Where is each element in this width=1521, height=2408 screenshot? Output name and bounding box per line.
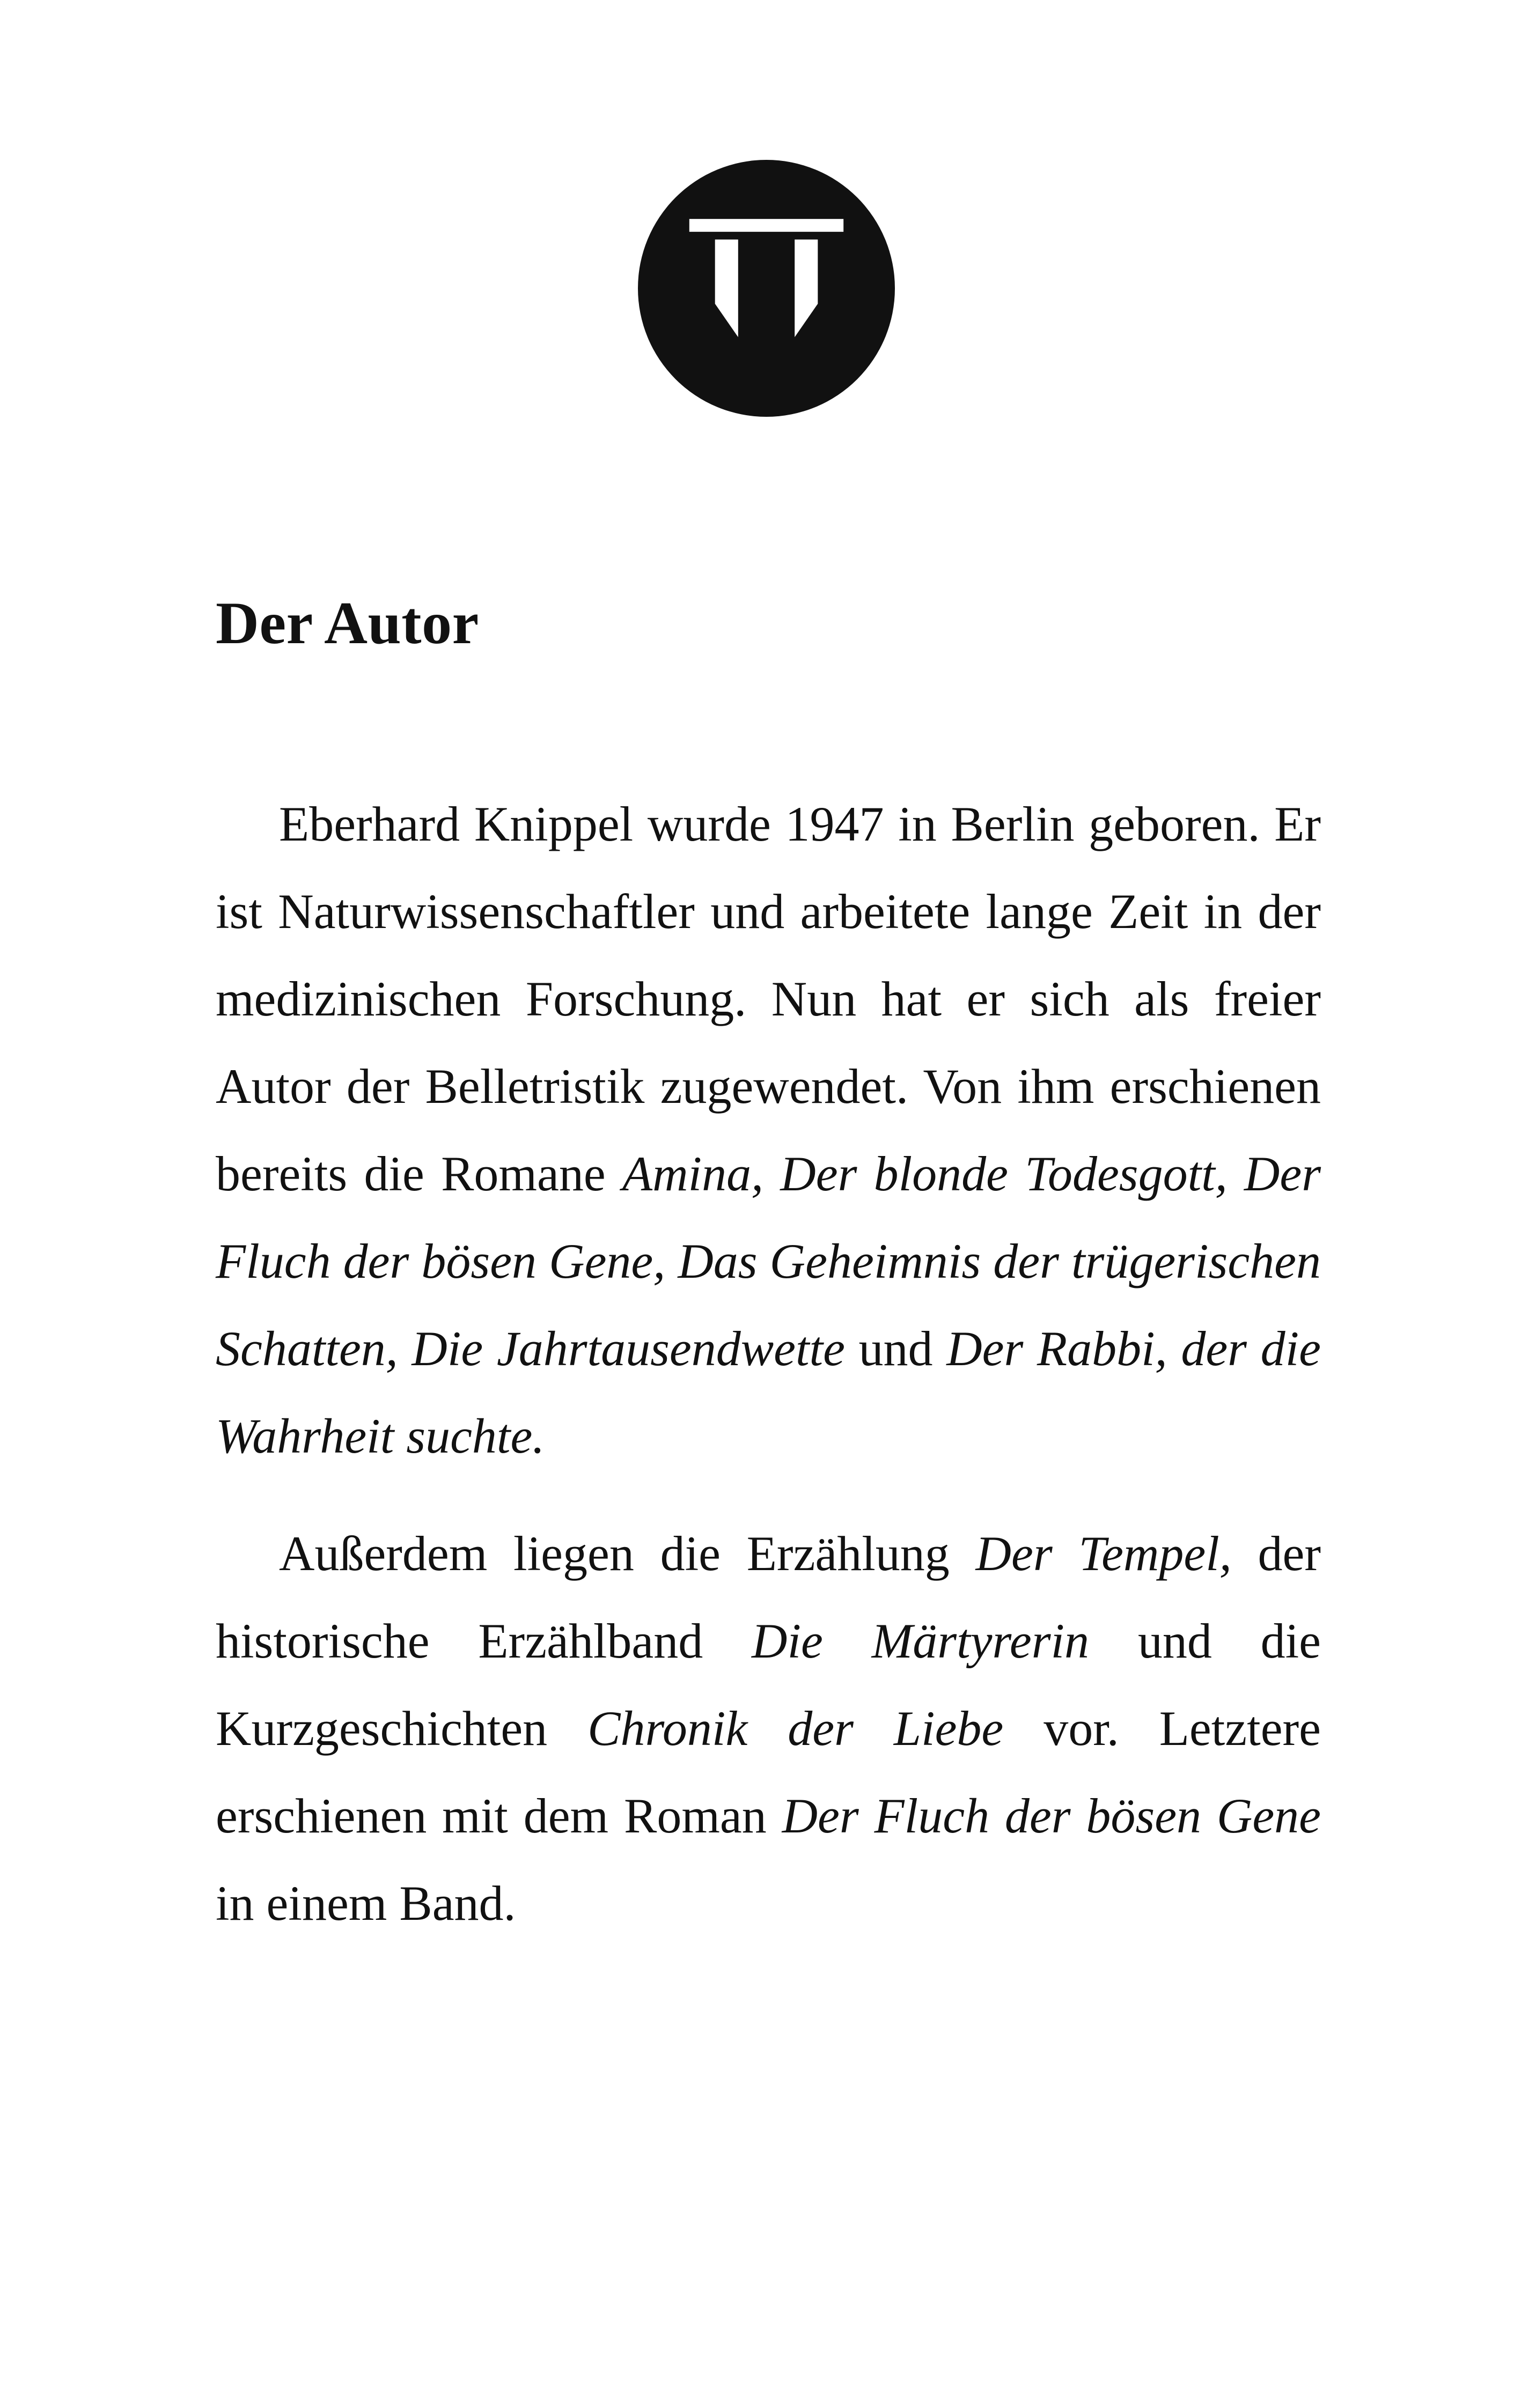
- bio-text: vor. Letztere erschienen mit dem Roman: [216, 1701, 1321, 1843]
- book-title: Der Tempel,: [975, 1526, 1232, 1581]
- logo-top-bar: [689, 219, 843, 232]
- book-title: Die Märtyrerin: [752, 1614, 1090, 1668]
- bio-text: und: [844, 1321, 947, 1376]
- book-title: Der Fluch der bösen Gene: [782, 1788, 1321, 1843]
- book-title: Chronik der Liebe: [587, 1701, 1004, 1756]
- bio-text: Außerdem liegen die Erzählung: [279, 1526, 976, 1581]
- publisher-logo-icon: [638, 160, 895, 417]
- bio-paragraph-1: [216, 780, 1321, 1480]
- book-title: Der Rabbi, der die Wahrheit suchte.: [216, 1321, 1321, 1463]
- bio-paragraph-2: [216, 1510, 1321, 1947]
- publisher-logo-svg: [638, 160, 895, 417]
- author-bio: [216, 780, 1321, 1947]
- book-titles: Amina, Der blonde Todesgott, Der Fluch der bösen Gene, Das Geheimnis der trügerischen Schatten, Die Jahrtausendwette: [216, 1146, 1321, 1376]
- bio-text: der historische Erzählband: [216, 1526, 1321, 1668]
- page-heading: Der Autor: [216, 590, 479, 657]
- bio-text: in einem Band.: [216, 1876, 516, 1931]
- logo-circle: [638, 160, 895, 417]
- bio-text: und die Kurzgeschichten: [216, 1614, 1321, 1756]
- bio-text: Eberhard Knippel wurde 1947 in Berlin geboren. Er ist Naturwissenschaftler und arbeitete lange Zeit in der medizinischen Forschung. Nun hat er sich als freier Autor der Belletristik zugewendet. Von ihm erschienen bereits die Romane: [216, 797, 1321, 1201]
